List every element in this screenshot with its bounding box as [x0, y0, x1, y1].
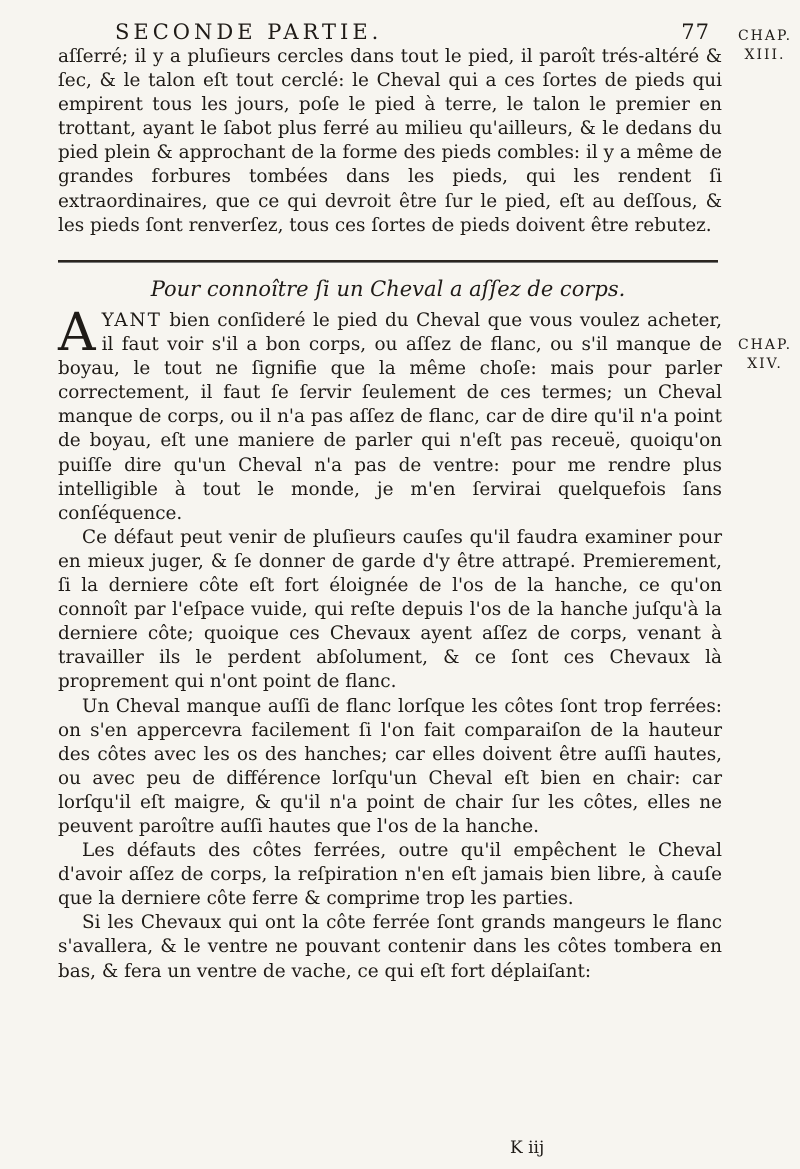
signature-mark: K iij [510, 1138, 545, 1158]
drop-cap: A [58, 303, 96, 363]
first-word: YANT [101, 310, 162, 331]
section-body [58, 303, 722, 984]
section-divider [58, 260, 718, 263]
running-title: SECONDE PARTIE. [115, 20, 383, 44]
paragraph-text: bien conſideré le pied du Cheval que vous voulez acheter, il faut voir s'il a bon corps, ou aſſez de flanc, ou s'il manque de boyau, le tout ne ſignifie que la même choſe: mais pour parler correctement, il faut ſe ſervir ſeulement de ces termes; un Cheval manque de corps, ou il n'a pas aſſez de flanc, car de dire qu'il n'a point de boyau, eſt une maniere de parler qui n'eſt pas receuë, quoiqu'on puiſſe dire qu'un Cheval n'a pas de ventre: pour me rendre plus intelligible à tout le monde, je m'en ſervirai quelquefois ſans conſéquence. [58, 310, 722, 524]
paragraph [58, 303, 722, 526]
paragraph: Un Cheval manque auſſi de flanc lorſque les côtes ſont trop ferrées: on s'en appercevra facilement ſi l'on fait comparaiſon de la hauteur des côtes avec les os des hanches; car elles doivent être auſſi hautes, ou avec peu de différence lorſqu'un Cheval eſt bien en chair: car lorſqu'il eſt maigre, & qu'il n'a point de chair ſur les côtes, elles ne peuvent paroître auſſi hautes que l'os de la hanche. [58, 695, 722, 837]
paragraph: aſſerré; il y a pluſieurs cercles dans tout le pied, il paroît trés-altéré & ſec, & le talon eſt tout cerclé: le Cheval qui a ces ſortes de pieds qui empirent tous les jours, poſe le pied à terre, le talon le premier en trottant, ayant le ſabot plus ferré au milieu qu'ailleurs, & le dedans du pied plein & approchant de la forme des pieds combles: il y a même de grandes forbures tombées dans les pieds, qui les rendent ſi extraordinaires, que ce qui devroit être ſur le pied, eſt au deſſous, & les pieds ſont renverſez, tous ces ſortes de pieds doivent être rebutez. [58, 46, 722, 236]
continued-paragraph [58, 45, 722, 238]
paragraph: Si les Chevaux qui ont la côte ferrée ſont grands mangeurs le flanc s'avallera, & le ventre ne pouvant contenir dans les côtes tombera en bas, & fera un ventre de vache, ce qui eſt fort déplaiſant: [58, 912, 722, 982]
page-number: 77 [681, 20, 710, 44]
section-heading: Pour connoître ſi un Cheval a aſſez de corps. [150, 277, 626, 301]
margin-note-chapter-13: CHAP. XIII. [737, 28, 793, 63]
paragraph: Les défauts des côtes ferrées, outre qu'il empêchent le Cheval d'avoir aſſez de corps, la reſpiration n'en eſt jamais bien libre, à cauſe que la derniere côte ferre & comprime trop les parties. [58, 840, 722, 910]
margin-note-chapter-14: CHAP. XIV. [737, 337, 793, 372]
paragraph: Ce défaut peut venir de pluſieurs cauſes qu'il faudra examiner pour en mieux juger, & ſe donner de garde d'y être attrapé. Premierement, ſi la derniere côte eſt fort éloignée de l'os de la hanche, ce qu'on connoît par l'eſpace vuide, qui reſte depuis l'os de la hanche juſqu'à la derniere côte; quoique ces Chevaux ayent aſſez de corps, venant à travailler ils le perdent abſolument, & ce ſont ces Chevaux là proprement qui n'ont point de flanc. [58, 526, 722, 693]
